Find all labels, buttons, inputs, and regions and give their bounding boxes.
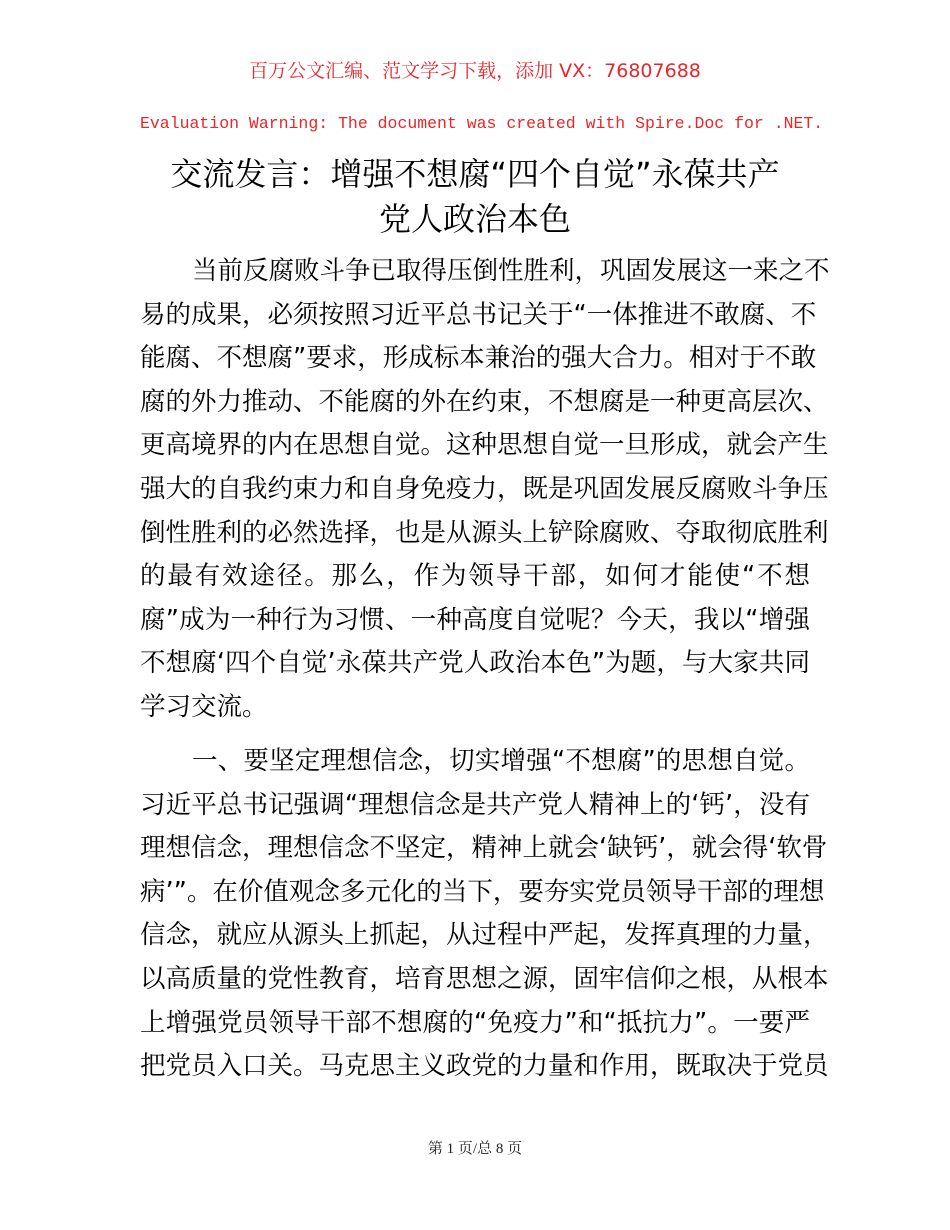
text-line: 的最有效途径。那么，作为领导干部，如何才能使“不想 xyxy=(140,561,810,592)
text-line: 以高质量的党性教育，培育思想之源，固牢信仰之根，从根本 xyxy=(140,963,829,994)
text-line: 腐”成为一种行为习惯、一种高度自觉呢？今天，我以“增强 xyxy=(140,604,810,635)
evaluation-warning: Evaluation Warning: The document was created with Spire.Doc for .NET. xyxy=(140,114,824,133)
page-footer: 第 1 页/总 8 页 xyxy=(427,1141,523,1157)
text-line: 理想信念，理想信念不坚定，精神上就会‘缺钙’，就会得‘软骨 xyxy=(140,833,828,864)
text-line: 学习交流。 xyxy=(140,691,268,722)
text-line: 能腐、不想腐”要求，形成标本兼治的强大合力。相对于不敢 xyxy=(140,343,817,374)
title-line-2: 党人政治本色 xyxy=(378,200,571,238)
document-title xyxy=(130,152,820,242)
title-line-1: 交流发言：增强不想腐“四个自觉”永葆共产 xyxy=(170,155,780,193)
text-line: 当前反腐败斗争已取得压倒性胜利，巩固发展这一来之不 xyxy=(192,256,830,286)
text-line: 病’”。在价值观念多元化的当下，要夯实党员领导干部的理想 xyxy=(140,876,825,907)
text-line: 信念，就应从源头上抓起，从过程中严起，发挥真理的力量， xyxy=(140,920,829,951)
text-line: 腐的外力推动、不能腐的外在约束，不想腐是一种更高层次、 xyxy=(140,386,829,417)
text-line: 上增强党员领导干部不想腐的“免疫力”和“抵抗力”。一要严 xyxy=(140,1007,810,1038)
paragraph-section-1 xyxy=(140,740,829,1089)
text-line: 更高境界的内在思想自觉。这种思想自觉一旦形成，就会产生 xyxy=(140,430,829,461)
text-line: 易的成果，必须按照习近平总书记关于“一体推进不敢腐、不 xyxy=(140,299,817,330)
text-line: 不想腐‘四个自觉’永葆共产党人政治本色”为题，与大家共同 xyxy=(140,648,810,679)
text-line: 倒性胜利的必然选择，也是从源头上铲除腐败、夺取彻底胜利 xyxy=(140,517,829,548)
text-line: 把党员入口关。马克思主义政党的力量和作用，既取决于党员 xyxy=(140,1051,829,1082)
header-banner: 百万公文汇编、范文学习下载，添加 VX：76807688 xyxy=(249,60,701,82)
text-line: 习近平总书记强调“理想信念是共产党人精神上的‘钙’，没有 xyxy=(140,789,810,820)
paragraph-intro xyxy=(140,250,830,730)
text-line: 一、要坚定理想信念，切实增强“不想腐”的思想自觉。 xyxy=(192,746,810,776)
text-line: 强大的自我约束力和自身免疫力，既是巩固发展反腐败斗争压 xyxy=(140,473,829,504)
